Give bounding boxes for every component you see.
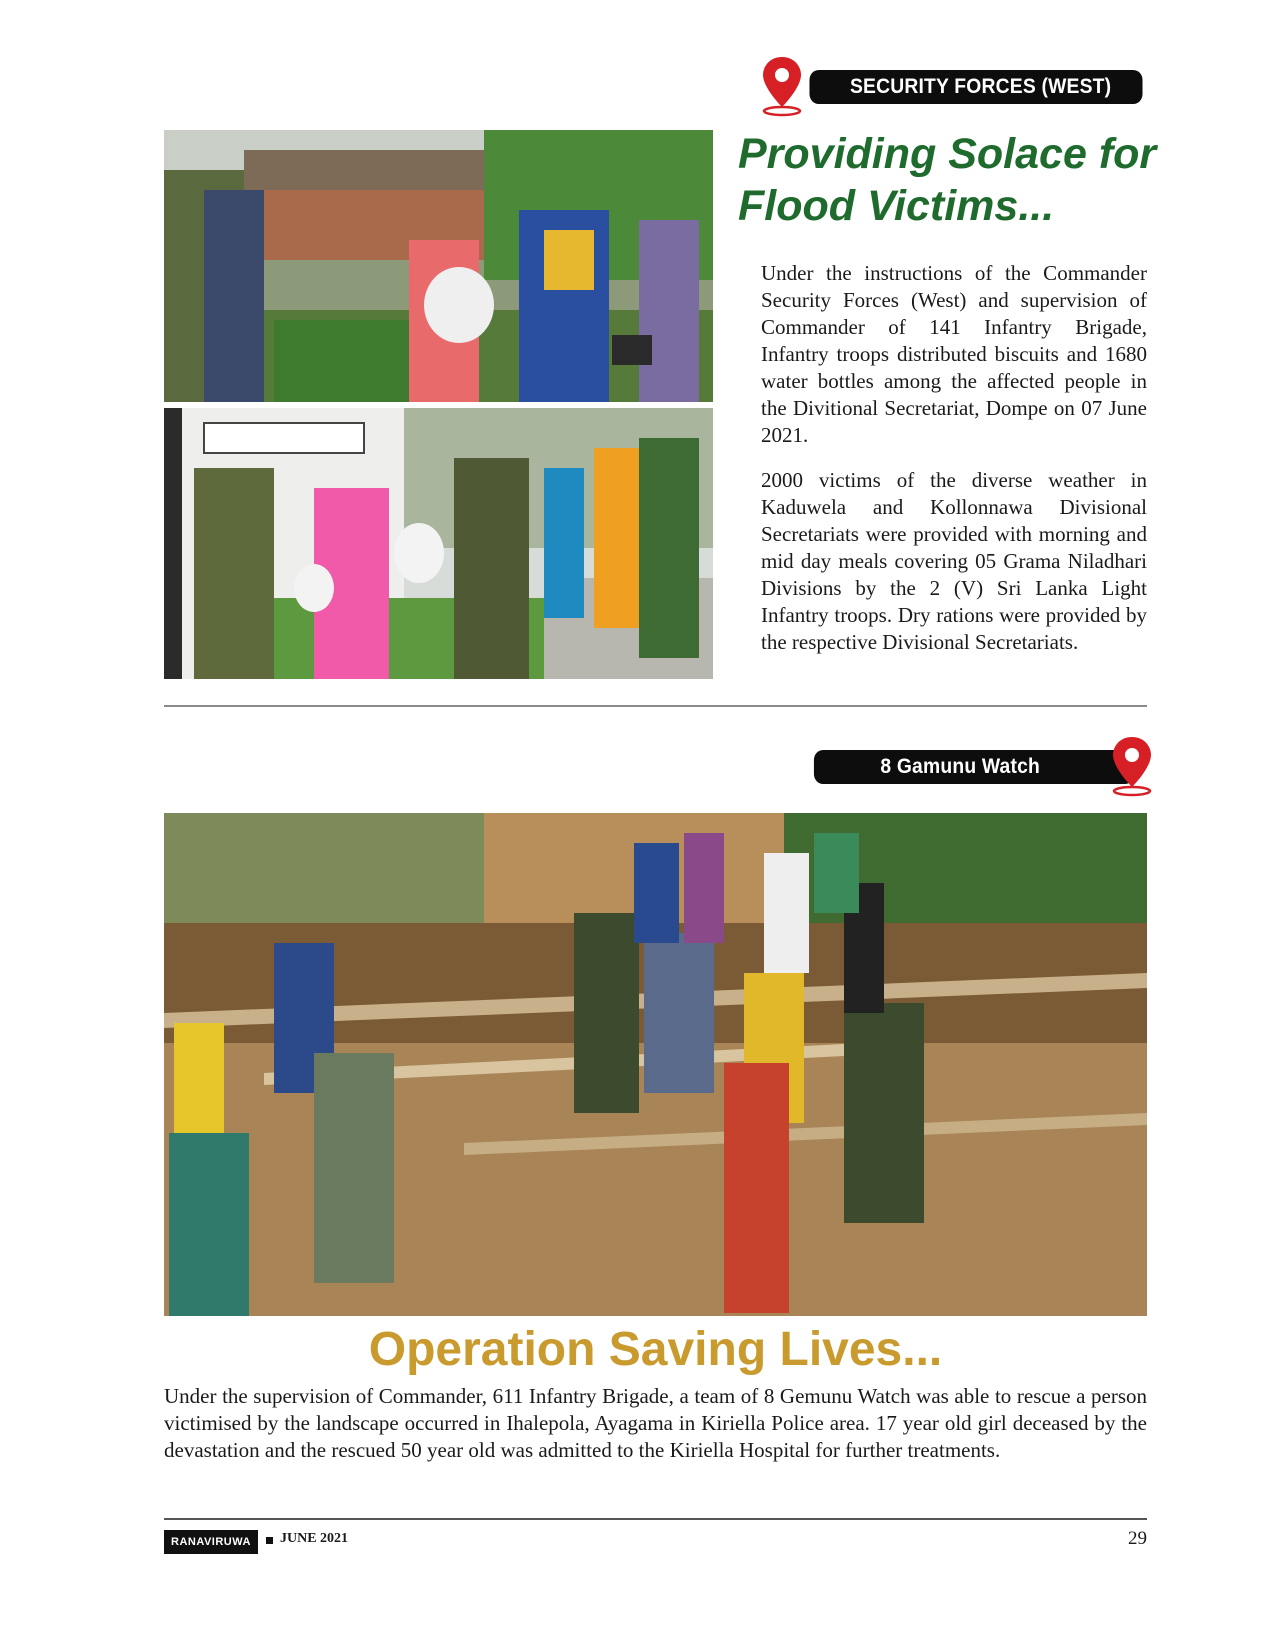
page-number: 29: [1128, 1528, 1147, 1549]
section-banner-8-gamunu-watch: 8 Gamunu Watch: [814, 750, 1134, 784]
title-line-2: Flood Victims...: [738, 182, 1055, 230]
footer-issue-date: JUNE 2021: [280, 1531, 349, 1546]
title-line-1: Providing Solace for: [738, 130, 1157, 178]
photo-relief-distribution-2: [164, 408, 713, 679]
article-paragraph-3: Under the supervision of Commander, 611 Infantry Brigade, a team of 8 Gemunu Watch was able to rescue a person victimised by the landscape occurred in Ihalepola, Ayagama in Kiriella Police area. 17 year old girl deceased by the devastation and the rescued 50 year old was admitted to the Kiriella Hospital for further treatments.: [164, 1384, 1147, 1462]
photo-landslide-rescue: [164, 813, 1147, 1316]
footer-bullet-icon: [266, 1537, 273, 1544]
map-pin-icon: [758, 55, 806, 117]
article-paragraph-2: 2000 victims of the diverse weather in Kaduwela and Kollonnawa Divisional Secretariats were provided with morning and mid day meals covering 05 Grama Niladhari Divisions by the 2 (V) Sri Lanka Light Infantry troops. Dry rations were provided by the respective Divisional Secretariats.: [761, 468, 1147, 654]
section-divider: [164, 705, 1147, 707]
article-title-providing-solace: [738, 128, 1158, 232]
map-pin-icon: [1108, 735, 1156, 797]
article-paragraph-1: Under the instructions of the Commander Security Forces (West) and supervision of Commander of 141 Infantry Brigade, Infantry troops distributed biscuits and 1680 water bottles among the affected people in the Divitional Secretariat, Dompe on 07 June 2021.: [761, 261, 1147, 447]
section-banner-security-forces-west: SECURITY FORCES (WEST): [809, 70, 1142, 104]
footer-divider: [164, 1518, 1147, 1520]
article-title-operation-saving-lives: Operation Saving Lives...: [368, 1323, 943, 1376]
photo-relief-distribution-1: [164, 130, 713, 402]
footer-brand-label: RANAVIRUWA: [164, 1530, 258, 1554]
